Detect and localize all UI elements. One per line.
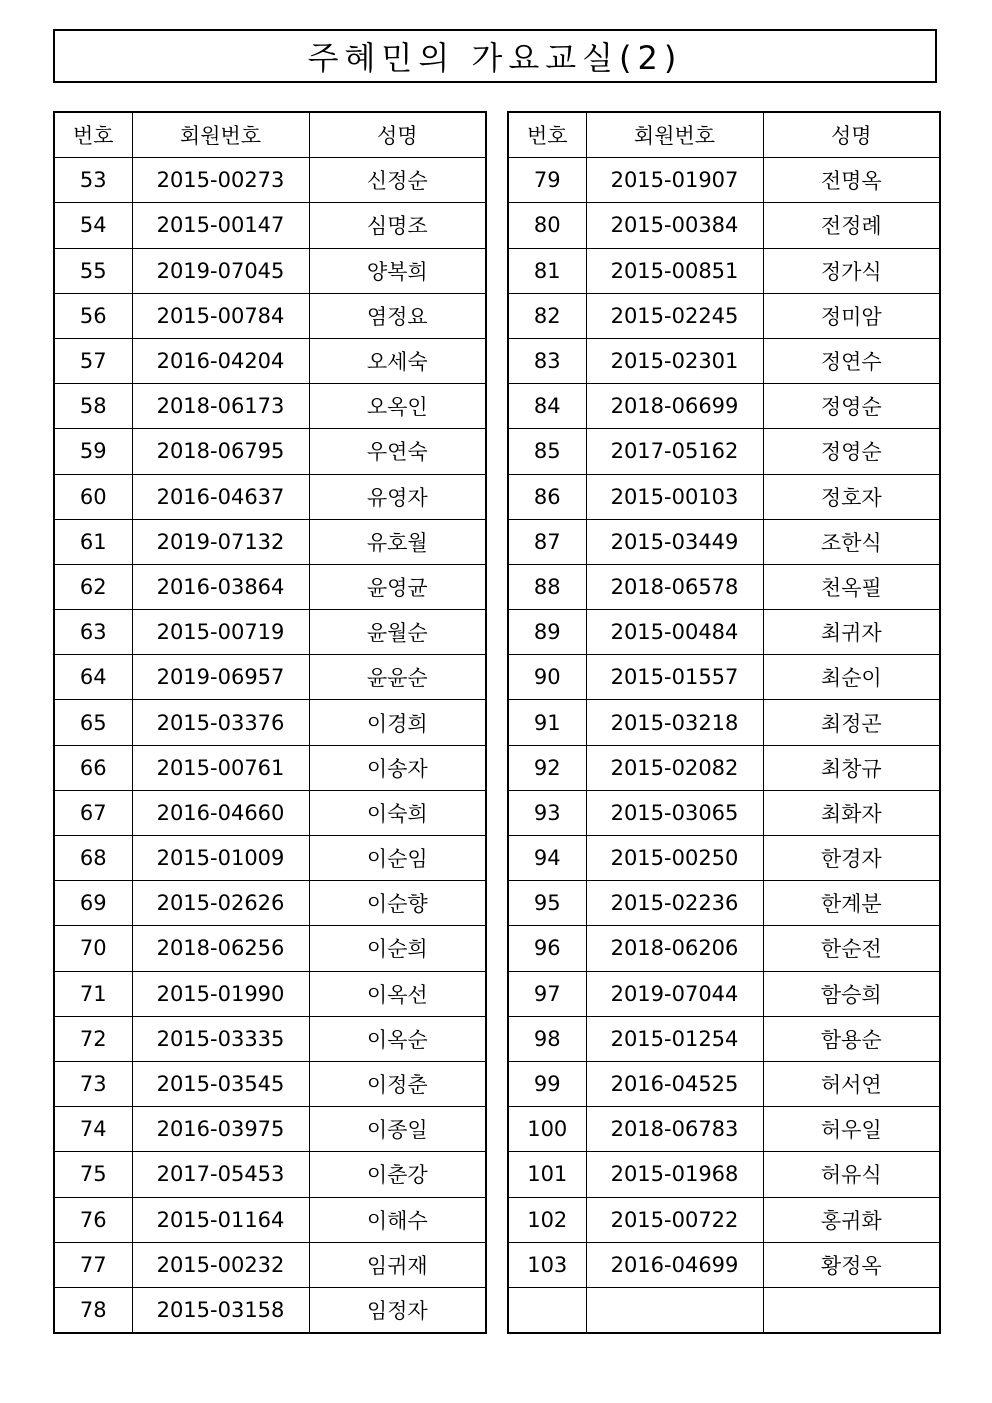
table-row xyxy=(508,700,940,745)
cell-name: 이종일 xyxy=(309,1107,486,1152)
header-name: 성명 xyxy=(763,112,940,158)
cell-num: 94 xyxy=(508,836,586,881)
cell-member-id: 2015-01968 xyxy=(586,1152,763,1197)
table-row xyxy=(54,158,486,203)
cell-member-id: 2015-03449 xyxy=(586,519,763,564)
cell-num: 90 xyxy=(508,655,586,700)
table-row xyxy=(508,926,940,971)
cell-name: 이순향 xyxy=(309,881,486,926)
table-row xyxy=(508,1016,940,1061)
cell-member-id: 2016-04637 xyxy=(132,474,309,519)
cell-name: 정영순 xyxy=(763,429,940,474)
cell-member-id: 2016-03975 xyxy=(132,1107,309,1152)
header-member-id: 회원번호 xyxy=(586,112,763,158)
cell-num: 71 xyxy=(54,971,132,1016)
cell-name: 전명옥 xyxy=(763,158,940,203)
header-row xyxy=(508,112,940,158)
table-row xyxy=(508,610,940,655)
table-row xyxy=(508,519,940,564)
table-row xyxy=(54,384,486,429)
header-row xyxy=(54,112,486,158)
cell-name: 한계분 xyxy=(763,881,940,926)
table-row xyxy=(54,1242,486,1287)
cell-member-id: 2015-00103 xyxy=(586,474,763,519)
cell-num: 54 xyxy=(54,203,132,248)
cell-name: 이송자 xyxy=(309,745,486,790)
cell-member-id: 2015-00851 xyxy=(586,248,763,293)
table-row xyxy=(508,655,940,700)
cell-name: 최정곤 xyxy=(763,700,940,745)
cell-member-id: 2018-06699 xyxy=(586,384,763,429)
cell-member-id: 2015-02626 xyxy=(132,881,309,926)
title-box xyxy=(53,29,937,83)
table-row xyxy=(508,745,940,790)
cell-name: 윤월순 xyxy=(309,610,486,655)
cell-num: 76 xyxy=(54,1197,132,1242)
cell-member-id: 2015-02082 xyxy=(586,745,763,790)
table-row xyxy=(508,1061,940,1106)
cell-member-id: 2017-05453 xyxy=(132,1152,309,1197)
cell-member-id: 2017-05162 xyxy=(586,429,763,474)
table-row xyxy=(54,564,486,609)
table-row xyxy=(54,881,486,926)
cell-name: 함용순 xyxy=(763,1016,940,1061)
cell-member-id: 2015-01990 xyxy=(132,971,309,1016)
cell-name: 이순임 xyxy=(309,836,486,881)
table-row xyxy=(54,474,486,519)
cell-member-id: 2015-03065 xyxy=(586,790,763,835)
table-row xyxy=(508,1152,940,1197)
cell-name: 유호월 xyxy=(309,519,486,564)
table-row xyxy=(508,971,940,1016)
cell-member-id: 2015-01164 xyxy=(132,1197,309,1242)
table-row xyxy=(54,926,486,971)
cell-member-id xyxy=(586,1287,763,1333)
table-row xyxy=(508,836,940,881)
cell-member-id: 2015-03158 xyxy=(132,1287,309,1333)
table-row xyxy=(508,1242,940,1287)
cell-name: 오세숙 xyxy=(309,338,486,383)
table-row xyxy=(54,836,486,881)
cell-name: 허우일 xyxy=(763,1107,940,1152)
table-row xyxy=(54,1287,486,1333)
cell-member-id: 2016-03864 xyxy=(132,564,309,609)
cell-num: 62 xyxy=(54,564,132,609)
cell-num: 99 xyxy=(508,1061,586,1106)
table-row xyxy=(54,248,486,293)
cell-num: 74 xyxy=(54,1107,132,1152)
cell-name: 이옥순 xyxy=(309,1016,486,1061)
cell-num: 67 xyxy=(54,790,132,835)
table-row xyxy=(54,203,486,248)
cell-member-id: 2015-00147 xyxy=(132,203,309,248)
cell-num: 69 xyxy=(54,881,132,926)
table-row xyxy=(54,745,486,790)
cell-member-id: 2019-06957 xyxy=(132,655,309,700)
cell-name: 이경희 xyxy=(309,700,486,745)
cell-member-id: 2016-04699 xyxy=(586,1242,763,1287)
cell-member-id: 2015-00232 xyxy=(132,1242,309,1287)
cell-name: 정미암 xyxy=(763,293,940,338)
cell-name: 유영자 xyxy=(309,474,486,519)
table-row xyxy=(54,338,486,383)
cell-name: 최순이 xyxy=(763,655,940,700)
cell-name: 천옥필 xyxy=(763,564,940,609)
table-row xyxy=(54,293,486,338)
cell-member-id: 2015-00484 xyxy=(586,610,763,655)
cell-name: 한경자 xyxy=(763,836,940,881)
table-row xyxy=(508,384,940,429)
cell-name: 함승희 xyxy=(763,971,940,1016)
cell-name: 이숙희 xyxy=(309,790,486,835)
header-member-id: 회원번호 xyxy=(132,112,309,158)
cell-member-id: 2015-00761 xyxy=(132,745,309,790)
cell-member-id: 2015-01557 xyxy=(586,655,763,700)
cell-member-id: 2015-03335 xyxy=(132,1016,309,1061)
table-row xyxy=(54,610,486,655)
cell-member-id: 2015-01254 xyxy=(586,1016,763,1061)
cell-num: 58 xyxy=(54,384,132,429)
cell-num: 91 xyxy=(508,700,586,745)
cell-name: 전정례 xyxy=(763,203,940,248)
cell-num: 102 xyxy=(508,1197,586,1242)
cell-name xyxy=(763,1287,940,1333)
cell-member-id: 2019-07132 xyxy=(132,519,309,564)
table-row xyxy=(54,429,486,474)
cell-name: 정가식 xyxy=(763,248,940,293)
cell-name: 이순희 xyxy=(309,926,486,971)
cell-num: 86 xyxy=(508,474,586,519)
cell-name: 윤영균 xyxy=(309,564,486,609)
cell-member-id: 2015-02245 xyxy=(586,293,763,338)
cell-num: 85 xyxy=(508,429,586,474)
cell-num: 53 xyxy=(54,158,132,203)
roster-table-left xyxy=(53,111,487,1334)
table-row xyxy=(54,1061,486,1106)
cell-num: 83 xyxy=(508,338,586,383)
cell-member-id: 2015-00722 xyxy=(586,1197,763,1242)
table-row xyxy=(508,564,940,609)
cell-name: 홍귀화 xyxy=(763,1197,940,1242)
cell-member-id: 2015-03376 xyxy=(132,700,309,745)
cell-member-id: 2019-07045 xyxy=(132,248,309,293)
cell-num: 87 xyxy=(508,519,586,564)
cell-name: 한순전 xyxy=(763,926,940,971)
cell-member-id: 2015-02236 xyxy=(586,881,763,926)
cell-num: 88 xyxy=(508,564,586,609)
cell-name: 양복희 xyxy=(309,248,486,293)
cell-name: 임정자 xyxy=(309,1287,486,1333)
cell-name: 오옥인 xyxy=(309,384,486,429)
cell-num: 68 xyxy=(54,836,132,881)
cell-member-id: 2018-06256 xyxy=(132,926,309,971)
table-row xyxy=(508,203,940,248)
cell-num: 89 xyxy=(508,610,586,655)
table-row xyxy=(508,1197,940,1242)
table-row xyxy=(54,1107,486,1152)
cell-name: 심명조 xyxy=(309,203,486,248)
table-row xyxy=(54,1152,486,1197)
cell-num: 61 xyxy=(54,519,132,564)
cell-name: 정연수 xyxy=(763,338,940,383)
header-name: 성명 xyxy=(309,112,486,158)
table-row xyxy=(508,1107,940,1152)
table-row xyxy=(54,519,486,564)
table-row xyxy=(54,700,486,745)
page-title: 주혜민의 가요교실(2) xyxy=(307,39,683,77)
cell-name: 최창규 xyxy=(763,745,940,790)
cell-num: 101 xyxy=(508,1152,586,1197)
table-row xyxy=(54,1016,486,1061)
cell-name: 이춘강 xyxy=(309,1152,486,1197)
cell-num: 59 xyxy=(54,429,132,474)
table-row xyxy=(54,1197,486,1242)
cell-num: 98 xyxy=(508,1016,586,1061)
cell-name: 최귀자 xyxy=(763,610,940,655)
cell-name: 조한식 xyxy=(763,519,940,564)
cell-member-id: 2015-00250 xyxy=(586,836,763,881)
cell-name: 염정요 xyxy=(309,293,486,338)
cell-name: 정영순 xyxy=(763,384,940,429)
cell-name: 허유식 xyxy=(763,1152,940,1197)
table-row xyxy=(508,1287,940,1333)
cell-member-id: 2015-01009 xyxy=(132,836,309,881)
cell-num: 65 xyxy=(54,700,132,745)
cell-num: 63 xyxy=(54,610,132,655)
cell-name: 우연숙 xyxy=(309,429,486,474)
cell-num: 84 xyxy=(508,384,586,429)
cell-num: 100 xyxy=(508,1107,586,1152)
header-num: 번호 xyxy=(54,112,132,158)
cell-num: 70 xyxy=(54,926,132,971)
roster-table-right xyxy=(507,111,941,1334)
cell-num: 57 xyxy=(54,338,132,383)
cell-name: 임귀재 xyxy=(309,1242,486,1287)
table-row xyxy=(508,429,940,474)
cell-num: 78 xyxy=(54,1287,132,1333)
cell-member-id: 2015-00273 xyxy=(132,158,309,203)
table-row xyxy=(508,158,940,203)
table-row xyxy=(54,790,486,835)
table-row xyxy=(508,293,940,338)
cell-num: 96 xyxy=(508,926,586,971)
cell-num: 80 xyxy=(508,203,586,248)
cell-name: 이해수 xyxy=(309,1197,486,1242)
cell-num: 81 xyxy=(508,248,586,293)
table-row xyxy=(508,338,940,383)
table-row xyxy=(508,881,940,926)
cell-member-id: 2018-06578 xyxy=(586,564,763,609)
cell-num: 77 xyxy=(54,1242,132,1287)
cell-num: 55 xyxy=(54,248,132,293)
table-row xyxy=(508,474,940,519)
cell-member-id: 2016-04660 xyxy=(132,790,309,835)
cell-member-id: 2015-00719 xyxy=(132,610,309,655)
cell-name: 허서연 xyxy=(763,1061,940,1106)
cell-name: 황정옥 xyxy=(763,1242,940,1287)
cell-member-id: 2018-06173 xyxy=(132,384,309,429)
cell-member-id: 2016-04204 xyxy=(132,338,309,383)
cell-member-id: 2019-07044 xyxy=(586,971,763,1016)
cell-member-id: 2018-06795 xyxy=(132,429,309,474)
cell-num: 56 xyxy=(54,293,132,338)
cell-name: 최화자 xyxy=(763,790,940,835)
table-row xyxy=(508,790,940,835)
cell-num: 92 xyxy=(508,745,586,790)
cell-num: 73 xyxy=(54,1061,132,1106)
table-row xyxy=(508,248,940,293)
cell-num: 97 xyxy=(508,971,586,1016)
table-row xyxy=(54,655,486,700)
cell-num: 95 xyxy=(508,881,586,926)
cell-member-id: 2015-02301 xyxy=(586,338,763,383)
cell-member-id: 2015-03545 xyxy=(132,1061,309,1106)
cell-name: 신정순 xyxy=(309,158,486,203)
cell-member-id: 2018-06206 xyxy=(586,926,763,971)
cell-name: 정호자 xyxy=(763,474,940,519)
cell-num: 75 xyxy=(54,1152,132,1197)
cell-num: 72 xyxy=(54,1016,132,1061)
cell-member-id: 2015-03218 xyxy=(586,700,763,745)
cell-num: 64 xyxy=(54,655,132,700)
cell-member-id: 2015-00784 xyxy=(132,293,309,338)
table-row xyxy=(54,971,486,1016)
cell-name: 이정춘 xyxy=(309,1061,486,1106)
cell-member-id: 2015-01907 xyxy=(586,158,763,203)
cell-member-id: 2016-04525 xyxy=(586,1061,763,1106)
cell-num: 93 xyxy=(508,790,586,835)
cell-num: 103 xyxy=(508,1242,586,1287)
cell-member-id: 2015-00384 xyxy=(586,203,763,248)
cell-num: 79 xyxy=(508,158,586,203)
header-num: 번호 xyxy=(508,112,586,158)
cell-name: 윤윤순 xyxy=(309,655,486,700)
cell-num: 60 xyxy=(54,474,132,519)
cell-member-id: 2018-06783 xyxy=(586,1107,763,1152)
cell-num xyxy=(508,1287,586,1333)
cell-num: 66 xyxy=(54,745,132,790)
cell-name: 이옥선 xyxy=(309,971,486,1016)
cell-num: 82 xyxy=(508,293,586,338)
